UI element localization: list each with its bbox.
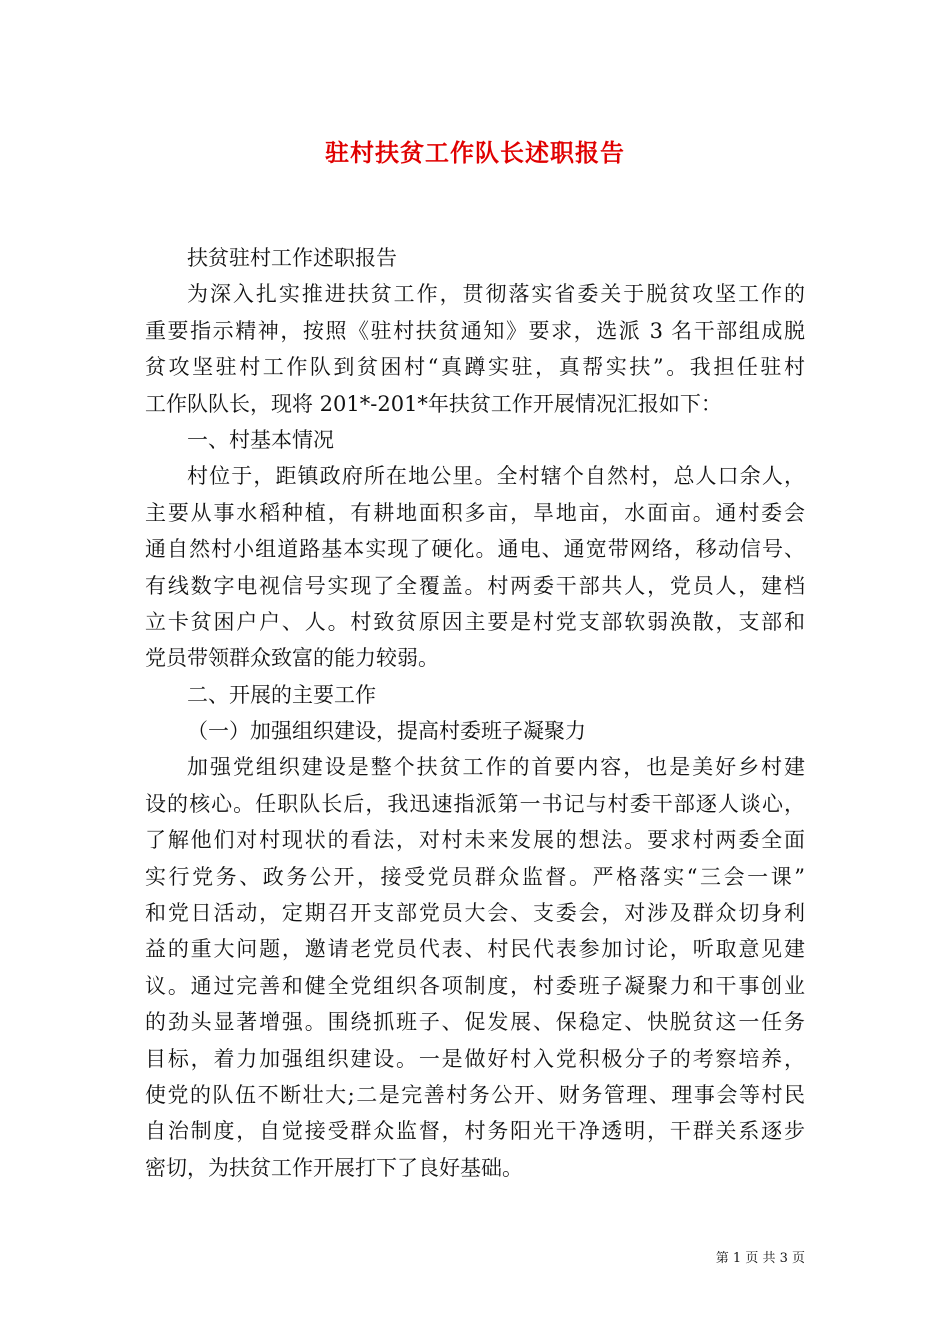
body-line: 和党日活动，定期召开支部党员大会、支委会，对涉及群众切身利 <box>145 901 805 926</box>
body-line: 议。通过完善和健全党组织各项制度，村委班子凝聚力和干事创业 <box>145 973 805 998</box>
body-line: 工作队队长，现将 201*-201*年扶贫工作开展情况汇报如下： <box>145 391 722 416</box>
body-line: 贫攻坚驻村工作队到贫困村“真蹲实驻，真帮实扶”。我担任驻村 <box>145 355 805 380</box>
body-line: 党员带领群众致富的能力较弱。 <box>145 646 439 671</box>
body-line: 了解他们对村现状的看法，对村未来发展的想法。要求村两委全面 <box>145 828 805 853</box>
body-line: 立卡贫困户户、人。村致贫原因主要是村党支部软弱涣散，支部和 <box>145 609 805 634</box>
body-line: 扶贫驻村工作述职报告 <box>187 246 397 270</box>
body-line: 益的重大问题，邀请老党员代表、村民代表参加讨论，听取意见建 <box>145 937 805 962</box>
body-line: 密切，为扶贫工作开展打下了良好基础。 <box>145 1155 523 1180</box>
body-line: 有线数字电视信号实现了全覆盖。村两委干部共人，党员人，建档 <box>145 573 805 598</box>
document-title: 驻村扶贫工作队长述职报告 <box>325 138 625 167</box>
body-line: 的劲头显著增强。围绕抓班子、促发展、保稳定、快脱贫这一任务 <box>145 1010 805 1035</box>
body-line: （一）加强组织建设，提高村委班子凝聚力 <box>187 719 586 744</box>
body-line: 目标，着力加强组织建设。一是做好村入党积极分子的考察培养， <box>145 1046 805 1071</box>
body-line: 一、村基本情况 <box>187 427 334 452</box>
body-line: 村位于，距镇政府所在地公里。全村辖个自然村，总人口余人， <box>187 464 805 489</box>
body-line: 通自然村小组道路基本实现了硬化。通电、通宽带网络，移动信号、 <box>145 537 805 562</box>
document-body <box>145 240 805 1186</box>
body-line: 二、开展的主要工作 <box>187 682 376 707</box>
body-line: 实行党务、政务公开，接受党员群众监督。严格落实“三会一课” <box>145 864 805 889</box>
body-line: 设的核心。任职队长后，我迅速指派第一书记与村委干部逐人谈心， <box>145 791 805 816</box>
body-line: 为深入扎实推进扶贫工作，贯彻落实省委关于脱贫攻坚工作的 <box>187 282 805 307</box>
page-number: 第 1 页 共 3 页 <box>715 1251 805 1266</box>
body-line: 使党的队伍不断壮大;二是完善村务公开、财务管理、理事会等村民 <box>145 1082 805 1107</box>
body-line: 主要从事水稻种植，有耕地面积多亩，旱地亩，水面亩。通村委会 <box>145 500 805 525</box>
body-line: 重要指示精神，按照《驻村扶贫通知》要求，选派 3 名干部组成脱 <box>145 318 805 343</box>
body-line: 加强党组织建设是整个扶贫工作的首要内容，也是美好乡村建 <box>187 755 805 780</box>
body-line: 自治制度，自觉接受群众监督，村务阳光干净透明，干群关系逐步 <box>145 1119 805 1144</box>
